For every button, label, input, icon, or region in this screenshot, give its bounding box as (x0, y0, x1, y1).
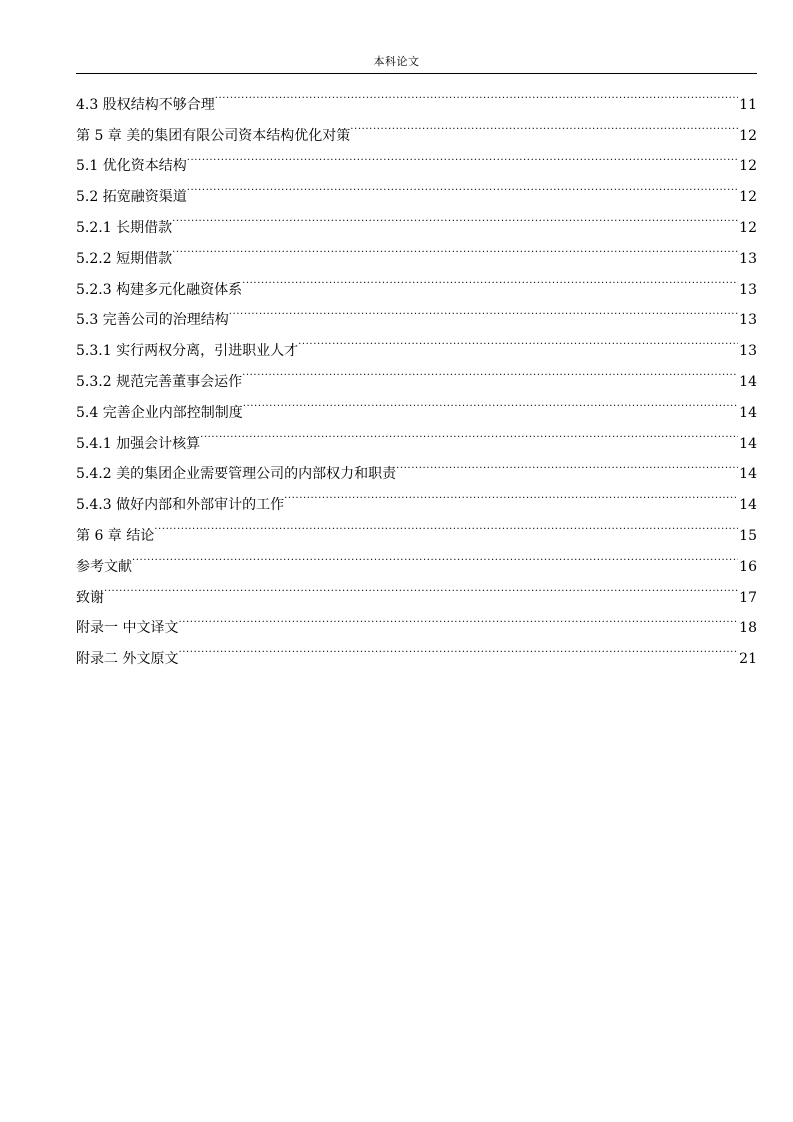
toc-entry-label: 5.2.2 短期借款 (76, 250, 173, 267)
toc-entry-label: 参考文献 (76, 558, 132, 575)
toc-leader-dots (187, 170, 738, 201)
toc-entry-page: 12 (739, 189, 757, 206)
toc-entry-label: 5.4.3 做好内部和外部审计的工作 (76, 497, 285, 514)
toc-leader-dots (242, 263, 738, 294)
toc-entry-page: 13 (739, 343, 757, 360)
toc-entry-page: 13 (739, 281, 757, 298)
toc-entry-page: 12 (739, 127, 757, 144)
toc-leader-dots (396, 448, 738, 479)
toc-leader-dots (154, 509, 738, 540)
toc-entry-label: 附录一 中文译文 (76, 620, 179, 637)
toc-entry-label: 5.1 优化资本结构 (76, 158, 187, 175)
toc-entry-page: 18 (739, 620, 757, 637)
toc-entry[interactable] (76, 571, 757, 606)
toc-entry-label: 5.4 完善企业内部控制制度 (76, 404, 243, 421)
toc-entry[interactable] (76, 632, 757, 668)
toc-leader-dots (172, 232, 738, 263)
toc-leader-dots (104, 571, 738, 602)
toc-entry-page: 13 (739, 250, 757, 267)
toc-leader-dots (242, 355, 738, 386)
toc-entry-page: 13 (739, 312, 757, 329)
toc-entry[interactable] (76, 263, 757, 298)
toc-entry-page: 14 (739, 435, 757, 452)
toc-entry-label: 5.2.3 构建多元化融资体系 (76, 281, 243, 298)
toc-entry-label: 5.2.1 长期借款 (76, 219, 173, 236)
toc-entry-page: 14 (739, 404, 757, 421)
toc-leader-dots (178, 602, 738, 633)
toc-leader-dots (132, 540, 738, 571)
toc-entry[interactable] (76, 540, 757, 575)
toc-entry-page: 14 (739, 373, 757, 390)
toc-entry-page: 17 (739, 589, 757, 606)
toc-entry-label: 致谢 (76, 589, 104, 606)
toc-entry-page: 15 (739, 527, 757, 544)
toc-entry-label: 附录二 外文原文 (76, 651, 179, 668)
toc-leader-dots (187, 140, 738, 171)
toc-entry-label: 5.4.1 加强会计核算 (76, 435, 201, 452)
toc-entry-page: 11 (739, 96, 757, 113)
toc-entry-label: 5.3.1 实行两权分离，引进职业人才 (76, 343, 299, 360)
toc-leader-dots (284, 478, 738, 509)
toc-entry-label: 5.2 拓宽融资渠道 (76, 189, 187, 206)
toc-entry-page: 14 (739, 497, 757, 514)
toc-leader-dots (229, 294, 738, 325)
toc-entry-page: 14 (739, 466, 757, 483)
toc-entry[interactable] (76, 232, 757, 267)
toc-leader-dots (178, 632, 738, 663)
toc-entry[interactable] (76, 602, 757, 637)
toc-entry-label: 5.3.2 规范完善董事会运作 (76, 373, 243, 390)
toc-entry-page: 12 (739, 219, 757, 236)
toc-entry-page: 16 (739, 558, 757, 575)
toc-leader-dots (298, 324, 738, 355)
header-divider (76, 73, 757, 74)
toc-leader-dots (172, 201, 738, 232)
toc-entry-label: 第 5 章 美的集团有限公司资本结构优化对策 (76, 127, 351, 144)
toc-entry-label: 4.3 股权结构不够合理 (76, 96, 215, 113)
toc-entry-label: 5.3 完善公司的治理结构 (76, 312, 229, 329)
table-of-contents (76, 78, 757, 668)
toc-entry[interactable] (76, 78, 757, 113)
toc-leader-dots (215, 78, 738, 109)
toc-entry-page: 21 (739, 651, 757, 668)
toc-leader-dots (243, 386, 738, 417)
toc-entry-label: 第 6 章 结论 (76, 527, 155, 544)
toc-entry-label: 5.4.2 美的集团企业需要管理公司的内部权力和职责 (76, 466, 397, 483)
toc-leader-dots (200, 417, 738, 448)
running-header: 本科论文 (373, 55, 420, 68)
toc-entry[interactable] (76, 201, 757, 236)
toc-entry[interactable] (76, 509, 757, 544)
toc-leader-dots (350, 109, 738, 140)
toc-entry-page: 12 (739, 158, 757, 175)
